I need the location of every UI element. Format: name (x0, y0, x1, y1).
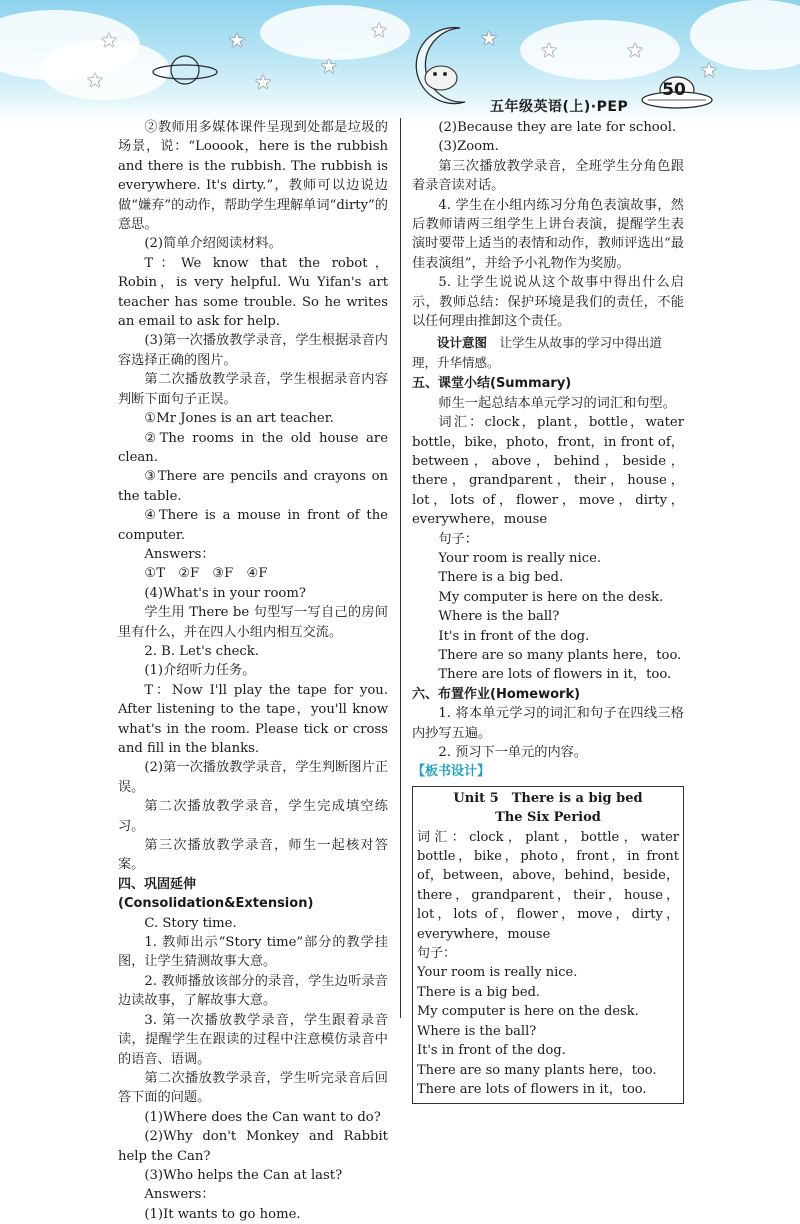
paragraph: 第二次播放教学录音，学生听完录音后回答下面的问题。 (118, 1070, 388, 1106)
paragraph: Answers： (144, 546, 215, 562)
paragraph: Answers： (144, 1187, 215, 1203)
paragraph: T：Now I'll play the tape for you. After listening to the tape，you'll know what's in the room. Please tick or cross and fill in the blanks. (118, 682, 388, 756)
star-icon: ★ (320, 54, 338, 78)
right-column-part-b (412, 374, 684, 762)
paragraph: (2)Why don't Monkey and Rabbit help the Can? (118, 1129, 388, 1164)
paragraph: C. Story time. (144, 915, 237, 931)
board-line: 句子： (417, 946, 457, 962)
paragraph: ②教师用多媒体课件呈现到处都是垃圾的场景，说：“Looook，here is the rubbish and there is the rubbish. The rubbish is everywhere. It's dirty.”，教师可以边说边做“嫌弃”的动作，帮助学生理解单词“dirty”的意思。 (118, 120, 388, 233)
book-title: 五年级英语(上)·PEP (490, 99, 629, 115)
paragraph: There is a big bed. (438, 570, 564, 586)
paragraph: 2. 教师播放该部分的录音，学生边听录音边读故事，了解故事大意。 (118, 973, 388, 1009)
paragraph: (3)第一次播放教学录音，学生根据录音内容选择正确的图片。 (118, 333, 388, 368)
board-line: Where is the ball? (417, 1023, 537, 1039)
star-icon: ★ (86, 68, 104, 92)
paragraph: (1)介绍听力任务。 (144, 663, 256, 679)
paragraph: 1. 将本单元学习的词汇和句子在四线三格内抄写五遍。 (412, 706, 684, 741)
design-note-text: 让学生从故事的学习中得出道理，升华情感。 (412, 335, 663, 370)
star-icon: ★ (480, 26, 498, 50)
paragraph: There are lots of flowers in it，too. (438, 667, 672, 683)
board-line: There are lots of flowers in it，too. (417, 1081, 647, 1097)
board-lines (417, 828, 679, 1100)
paragraph: 3. 第一次播放教学录音，学生跟着录音读，提醒学生在跟读的过程中注意模仿录音中的语音、语调。 (118, 1012, 388, 1067)
paragraph: 第二次播放教学录音，学生根据录音内容判断下面句子正误。 (118, 372, 388, 407)
paragraph: 词汇：clock，plant，bottle，water bottle，bike，photo，front，in front of，between，above，behind，beside，there，grandparent，their，house，lot，lots of，flower，move，dirty，everywhere，mouse (412, 415, 684, 528)
section-heading: 五、课堂小结(Summary) (412, 376, 572, 392)
right-column (412, 118, 684, 1104)
paragraph: 第三次播放教学录音，师生一起核对答案。 (118, 838, 388, 873)
paragraph: T：We know that the robot，Robin，is very helpful. Wu Yifan's art teacher has some trouble. So he writes an email to ask for help. (118, 255, 388, 330)
paragraph: (3)Zoom. (438, 139, 499, 155)
paragraph: Your room is really nice. (438, 550, 602, 566)
board-design-box (412, 786, 684, 1105)
star-icon: ★ (254, 70, 272, 94)
moon-mascot-icon (405, 20, 485, 110)
left-column (118, 118, 388, 1224)
star-icon: ★ (700, 58, 718, 82)
paragraph: Where is the ball? (438, 609, 560, 625)
paragraph: 1. 教师出示“Story time”部分的教学挂图，让学生猜测故事大意。 (118, 935, 388, 970)
paragraph: 学生用 There be 句型写一写自己的房间里有什么，并在四人小组内相互交流。 (118, 605, 388, 640)
paragraph: 第三次播放教学录音，全班学生分角色跟着录音读对话。 (412, 158, 684, 194)
paragraph: (1)It wants to go home. (144, 1206, 301, 1222)
design-note (412, 333, 684, 372)
section-heading: 六、布置作业(Homework) (412, 686, 581, 702)
board-line: There are so many plants here，too. (417, 1062, 657, 1078)
planet-icon (150, 48, 220, 92)
paragraph: (4)What's in your room? (144, 585, 306, 601)
board-subtitle: The Six Period (495, 810, 601, 826)
paragraph: ④There is a mouse in front of the computer. (118, 508, 388, 543)
paragraph: My computer is here on the desk. (438, 589, 664, 605)
paragraph: It's in front of the dog. (438, 628, 590, 644)
star-icon: ★ (540, 38, 558, 62)
paragraph: 4. 学生在小组内练习分角色表演故事，然后教师请两三组学生上讲台表演，提醒学生表演时要带上适当的表情和动作，教师评选出“最佳表演组”，并给予小礼物作为奖励。 (412, 197, 684, 271)
header-banner (0, 0, 800, 120)
board-line: 词汇：clock，plant，bottle，water bottle，bike，photo，front，in front of，between，above，behind，beside，there，grandparent，their，house，lot，lots of，flower，move，dirty，everywhere，mouse (417, 829, 679, 942)
star-icon: ★ (370, 18, 388, 42)
paragraph: 句子： (438, 531, 478, 547)
page-number: 50 (662, 80, 686, 100)
board-line: There is a big bed. (417, 984, 541, 1000)
board-line: It's in front of the dog. (417, 1043, 566, 1059)
paragraph: 第二次播放教学录音，学生完成填空练习。 (118, 799, 388, 834)
paragraph: 师生一起总结本单元学习的词汇和句型。 (438, 395, 676, 411)
column-divider (400, 118, 401, 1018)
board-line: Your room is really nice. (417, 965, 578, 981)
star-icon: ★ (100, 28, 118, 52)
paragraph: ①T ②F ③F ④F (144, 566, 268, 582)
paragraph: ①Mr Jones is an art teacher. (144, 411, 334, 427)
paragraph: (2)Because they are late for school. (438, 120, 677, 135)
design-note-label: 设计意图 (437, 335, 488, 351)
paragraph: 2. 预习下一单元的内容。 (438, 745, 588, 760)
paragraph: (3)Who helps the Can at last? (144, 1167, 343, 1183)
board-title: Unit 5 There is a big bed (453, 790, 643, 806)
paragraph: There are so many plants here，too. (438, 647, 682, 663)
paragraph: 2. B. Let's check. (144, 643, 259, 659)
section-heading: 四、巩固延伸(Consolidation&Extension) (118, 876, 314, 912)
star-icon: ★ (228, 28, 246, 52)
board-design-tag: 【板书设计】 (412, 764, 491, 780)
star-icon: ★ (626, 38, 644, 62)
paragraph: 5. 让学生说说从这个故事中得出什么启示，教师总结：保护环境是我们的责任，不能以任何理由推卸这个责任。 (412, 275, 684, 330)
right-column-part-a (412, 118, 684, 331)
board-line: My computer is here on the desk. (417, 1004, 639, 1020)
paragraph: ③There are pencils and crayons on the table. (118, 469, 388, 504)
paragraph: ②The rooms in the old house are clean. (118, 430, 388, 465)
paragraph: (1)Where does the Can want to do? (144, 1109, 381, 1125)
paragraph: (2)第一次播放教学录音，学生判断图片正误。 (118, 760, 388, 795)
paragraph: (2)简单介绍阅读材料。 (144, 236, 282, 252)
